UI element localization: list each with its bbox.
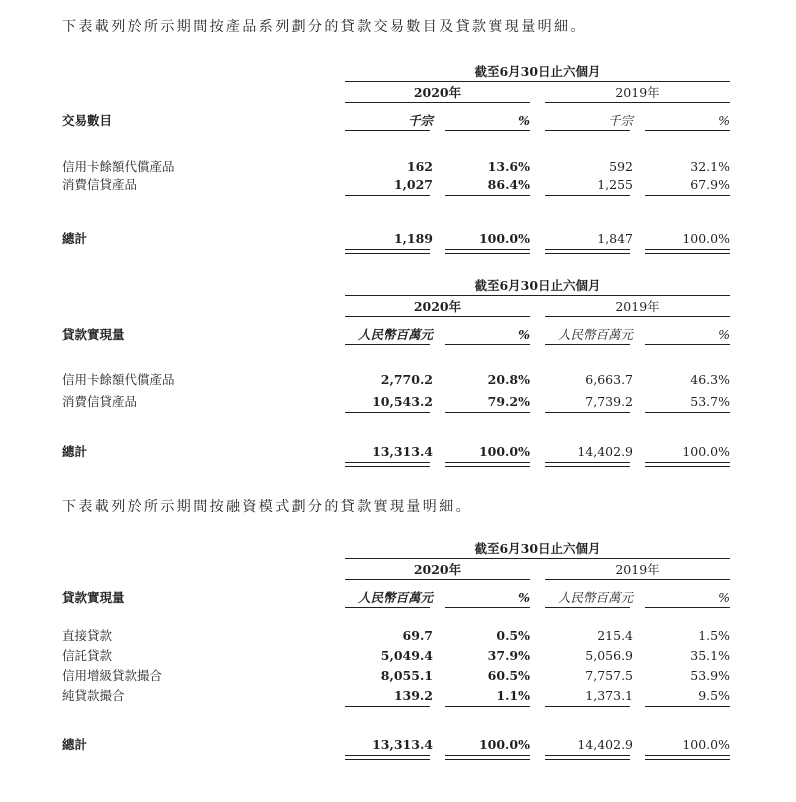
table-2-subheader-rule — [345, 344, 430, 345]
table-2-pct-value-2019: 46.3% — [690, 372, 730, 387]
table-3-pct-value-2019: 35.1% — [690, 648, 730, 663]
table-3-unit-2019: 人民幣百萬元 — [557, 590, 633, 605]
table-3-row-header: 貸款實現量 — [62, 590, 125, 605]
table-3-row-label: 信用增級貸款撮合 — [62, 668, 163, 683]
table-1-period-header: 截至6月30日止六個月 — [474, 64, 601, 79]
table-2-total-double-rule — [645, 462, 730, 467]
table-3-subtotal-rule — [545, 706, 630, 707]
table-2-year-2019: 2019年 — [615, 299, 660, 314]
table-1-value-2019: 592 — [609, 159, 633, 174]
table-3-year-2020-rule — [345, 579, 530, 580]
table-2-value-2019: 6,663.7 — [585, 372, 633, 387]
table-1-total-2019: 1,847 — [597, 231, 633, 246]
table-3-subheader-rule — [445, 607, 530, 608]
table-3-value-2020: 139.2 — [393, 688, 433, 703]
table-2-unit-2019: 人民幣百萬元 — [557, 327, 633, 342]
table-3-subheader-rule — [645, 607, 730, 608]
table-1-total-label: 總計 — [62, 231, 88, 246]
table-1-pct-2020: % — [518, 113, 530, 128]
table-1-row-header: 交易數目 — [62, 113, 113, 128]
table-2-total-pct-2019: 100.0% — [682, 444, 730, 459]
table-3-total-double-rule — [545, 755, 630, 760]
table-1-pct-value-2020: 86.4% — [487, 177, 530, 192]
table-2-row-header: 貸款實現量 — [62, 327, 125, 342]
intro-paragraph: 下表載列於所示期間按產品系列劃分的貸款交易數目及貸款實現量明細。 — [62, 19, 587, 35]
table-3-subheader-rule — [545, 607, 630, 608]
table-2-pct-value-2020: 20.8% — [487, 372, 530, 387]
table-1-subheader-rule — [345, 130, 430, 131]
table-2-total-2020: 13,313.4 — [372, 444, 433, 459]
table-2-subtotal-rule — [445, 412, 530, 413]
table-1-subtotal-rule — [545, 195, 630, 196]
table-2-year-2019-rule — [545, 316, 730, 317]
table-2-value-2019: 7,739.2 — [585, 394, 633, 409]
table-3-value-2019: 215.4 — [597, 628, 633, 643]
table-3-pct-value-2019: 1.5% — [698, 628, 730, 643]
table-3-year-2020: 2020年 — [413, 562, 462, 577]
table-3-period-rule — [345, 558, 730, 559]
table-1-subheader-rule — [545, 130, 630, 131]
table-3-pct-value-2020: 37.9% — [487, 648, 530, 663]
table-2-year-2020: 2020年 — [413, 299, 462, 314]
table-1-year-2020-rule — [345, 102, 530, 103]
table-3-total-double-rule — [345, 755, 430, 760]
table-2-pct-2019: % — [718, 327, 730, 342]
table-1-year-2019-rule — [545, 102, 730, 103]
table-3-total-pct-2020: 100.0% — [478, 737, 530, 752]
table-3-pct-value-2019: 53.9% — [690, 668, 730, 683]
table-2-total-pct-2020: 100.0% — [478, 444, 530, 459]
table-3-year-2019: 2019年 — [615, 562, 660, 577]
intro-paragraph-2: 下表載列於所示期間按融資模式劃分的貸款實現量明細。 — [62, 499, 472, 515]
table-2-pct-2020: % — [518, 327, 530, 342]
table-2-pct-value-2019: 53.7% — [690, 394, 730, 409]
table-2-period-header: 截至6月30日止六個月 — [474, 278, 601, 293]
table-1-row-label: 信用卡餘額代償產品 — [62, 159, 175, 174]
table-1-pct-2019: % — [718, 113, 730, 128]
table-2-subtotal-rule — [345, 412, 430, 413]
table-3-row-label: 直接貸款 — [62, 628, 113, 643]
table-2-year-2020-rule — [345, 316, 530, 317]
table-2-period-rule — [345, 295, 730, 296]
table-2-subtotal-rule — [645, 412, 730, 413]
table-3-total-double-rule — [645, 755, 730, 760]
table-3-row-label: 信託貸款 — [62, 648, 113, 663]
table-3-pct-2019: % — [718, 590, 730, 605]
table-1-value-2020: 162 — [406, 159, 433, 174]
table-1-value-2020: 1,027 — [393, 177, 433, 192]
table-2-value-2020: 10,543.2 — [372, 394, 433, 409]
table-1-total-2020: 1,189 — [393, 231, 433, 246]
table-1-period-rule — [345, 81, 730, 82]
table-3-subheader-rule — [345, 607, 430, 608]
table-2-row-label: 消費信貸產品 — [62, 394, 138, 409]
table-3-total-double-rule — [445, 755, 530, 760]
table-1-subtotal-rule — [645, 195, 730, 196]
table-3-total-2020: 13,313.4 — [372, 737, 433, 752]
table-2-total-double-rule — [545, 462, 630, 467]
table-1-pct-value-2020: 13.6% — [487, 159, 530, 174]
table-1-total-double-rule — [545, 249, 630, 254]
table-3-row-label: 純貸款撮合 — [62, 688, 125, 703]
table-2-row-label: 信用卡餘額代償產品 — [62, 372, 175, 387]
table-2-pct-value-2020: 79.2% — [487, 394, 530, 409]
table-1-total-double-rule — [345, 249, 430, 254]
table-3-subtotal-rule — [345, 706, 430, 707]
table-1-total-pct-2019: 100.0% — [682, 231, 730, 246]
table-2-value-2020: 2,770.2 — [380, 372, 433, 387]
table-1-pct-value-2019: 67.9% — [690, 177, 730, 192]
table-3-value-2019: 1,373.1 — [585, 688, 633, 703]
table-3-pct-value-2019: 9.5% — [698, 688, 730, 703]
table-3-year-2019-rule — [545, 579, 730, 580]
table-1-year-2019: 2019年 — [615, 85, 660, 100]
table-3-pct-2020: % — [518, 590, 530, 605]
table-3-period-header: 截至6月30日止六個月 — [474, 541, 601, 556]
table-3-subtotal-rule — [445, 706, 530, 707]
table-1-row-label: 消費信貸產品 — [62, 177, 138, 192]
table-3-pct-value-2020: 0.5% — [496, 628, 530, 643]
table-2-subheader-rule — [445, 344, 530, 345]
table-1-value-2019: 1,255 — [597, 177, 633, 192]
table-1-unit-2020: 千宗 — [407, 113, 433, 128]
table-1-subtotal-rule — [345, 195, 430, 196]
table-2-total-label: 總計 — [62, 444, 88, 459]
table-2-subheader-rule — [645, 344, 730, 345]
table-1-subheader-rule — [445, 130, 530, 131]
table-3-value-2019: 7,757.5 — [585, 668, 633, 683]
table-3-total-label: 總計 — [62, 737, 88, 752]
table-2-subheader-rule — [545, 344, 630, 345]
table-1-total-double-rule — [445, 249, 530, 254]
table-3-value-2020: 5,049.4 — [380, 648, 433, 663]
table-2-total-double-rule — [345, 462, 430, 467]
table-2-subtotal-rule — [545, 412, 630, 413]
table-3-pct-value-2020: 60.5% — [487, 668, 530, 683]
table-1-total-double-rule — [645, 249, 730, 254]
table-1-subtotal-rule — [445, 195, 530, 196]
table-3-total-2019: 14,402.9 — [577, 737, 633, 752]
table-3-value-2020: 69.7 — [402, 628, 433, 643]
table-2-total-double-rule — [445, 462, 530, 467]
table-3-value-2020: 8,055.1 — [380, 668, 433, 683]
table-2-total-2019: 14,402.9 — [577, 444, 633, 459]
table-3-value-2019: 5,056.9 — [585, 648, 633, 663]
table-3-subtotal-rule — [645, 706, 730, 707]
table-3-pct-value-2020: 1.1% — [496, 688, 530, 703]
table-3-total-pct-2019: 100.0% — [682, 737, 730, 752]
table-3-unit-2020: 人民幣百萬元 — [357, 590, 433, 605]
table-1-unit-2019: 千宗 — [607, 113, 633, 128]
table-1-year-2020: 2020年 — [413, 85, 462, 100]
table-1-subheader-rule — [645, 130, 730, 131]
table-1-total-pct-2020: 100.0% — [478, 231, 530, 246]
table-2-unit-2020: 人民幣百萬元 — [357, 327, 433, 342]
table-1-pct-value-2019: 32.1% — [690, 159, 730, 174]
